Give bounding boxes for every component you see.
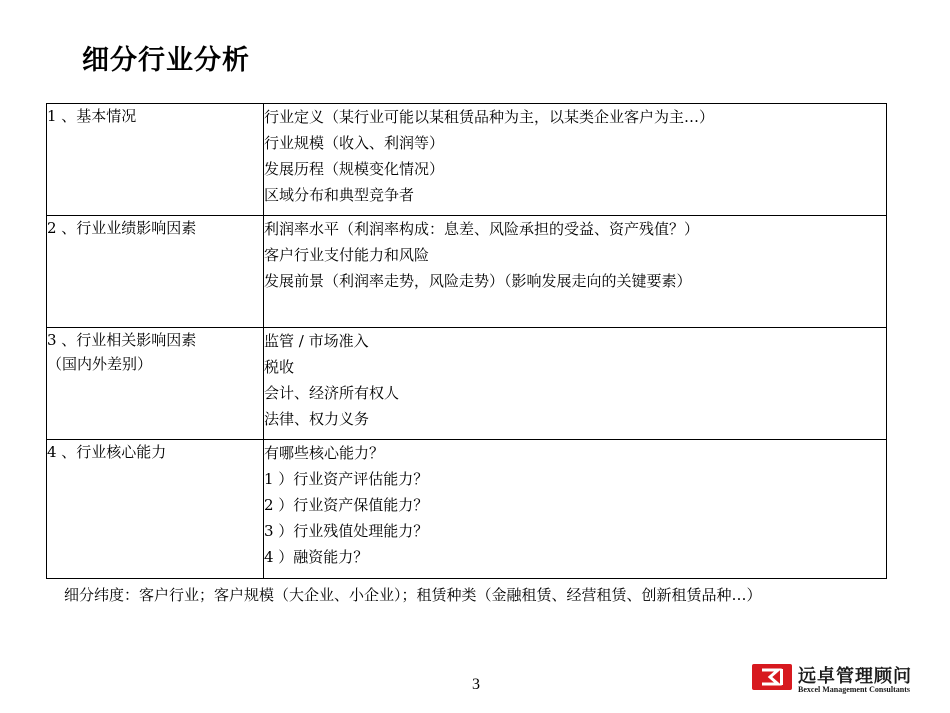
list-item: 监管 / 市场准入 bbox=[264, 332, 369, 350]
company-name-en: Bexcel Management Consultants bbox=[798, 685, 910, 694]
table-row bbox=[47, 440, 887, 579]
segmentation-note: 细分纬度：客户行业；客户规模（大企业、小企业）；租赁种类（金融租赁、经营租赁、创新租赁品种…） bbox=[64, 586, 762, 604]
list-item: 行业规模（收入、利润等） bbox=[264, 134, 445, 152]
list-item: 发展历程（规模变化情况） bbox=[264, 160, 445, 178]
row-content-cell bbox=[264, 328, 887, 440]
table-row bbox=[47, 328, 887, 440]
row-label-cell bbox=[47, 328, 264, 440]
list-item: 区域分布和典型竞争者 bbox=[264, 186, 415, 204]
row-label: 2 、行业业绩影响因素 bbox=[47, 219, 197, 237]
page-title: 细分行业分析 bbox=[82, 45, 250, 76]
list-item: 法律、权力义务 bbox=[264, 410, 370, 428]
list-item: 利润率水平（利润率构成：息差、风险承担的受益、资产残值？） bbox=[264, 220, 700, 238]
page-number: 3 bbox=[472, 676, 480, 693]
table-row bbox=[47, 104, 887, 216]
row-content-cell bbox=[264, 104, 887, 216]
list-item: 客户行业支付能力和风险 bbox=[264, 246, 430, 264]
list-item: 发展前景（利润率走势，风险走势）（影响发展走向的关键要素） bbox=[264, 272, 692, 290]
row-label: 4 、行业核心能力 bbox=[47, 443, 167, 461]
row-label: 1 、基本情况 bbox=[47, 107, 137, 125]
list-item: 有哪些核心能力？ bbox=[264, 444, 385, 462]
table-row bbox=[47, 216, 887, 328]
row-content-cell bbox=[264, 216, 887, 328]
list-item: 行业定义（某行业可能以某租赁品种为主，以某类企业客户为主…） bbox=[264, 108, 715, 126]
bexcel-logo-icon bbox=[752, 660, 792, 694]
company-name-cn: 远卓管理顾问 bbox=[798, 666, 912, 687]
row-label: 3 、行业相关影响因素 bbox=[47, 331, 197, 349]
company-logo bbox=[752, 660, 932, 700]
list-item: 3 ）行业残值处理能力？ bbox=[264, 522, 429, 540]
list-item: 2 ）行业资产保值能力？ bbox=[264, 496, 429, 514]
list-item: 税收 bbox=[264, 358, 295, 376]
row-label-sub: （国内外差别） bbox=[47, 355, 153, 373]
row-label-cell bbox=[47, 440, 264, 579]
row-label-cell bbox=[47, 104, 264, 216]
row-content-cell bbox=[264, 440, 887, 579]
list-item: 4 ）融资能力？ bbox=[264, 548, 369, 566]
list-item: 会计、经济所有权人 bbox=[264, 384, 400, 402]
list-item: 1 ）行业资产评估能力？ bbox=[264, 470, 429, 488]
analysis-table bbox=[46, 103, 887, 579]
row-label-cell bbox=[47, 216, 264, 328]
